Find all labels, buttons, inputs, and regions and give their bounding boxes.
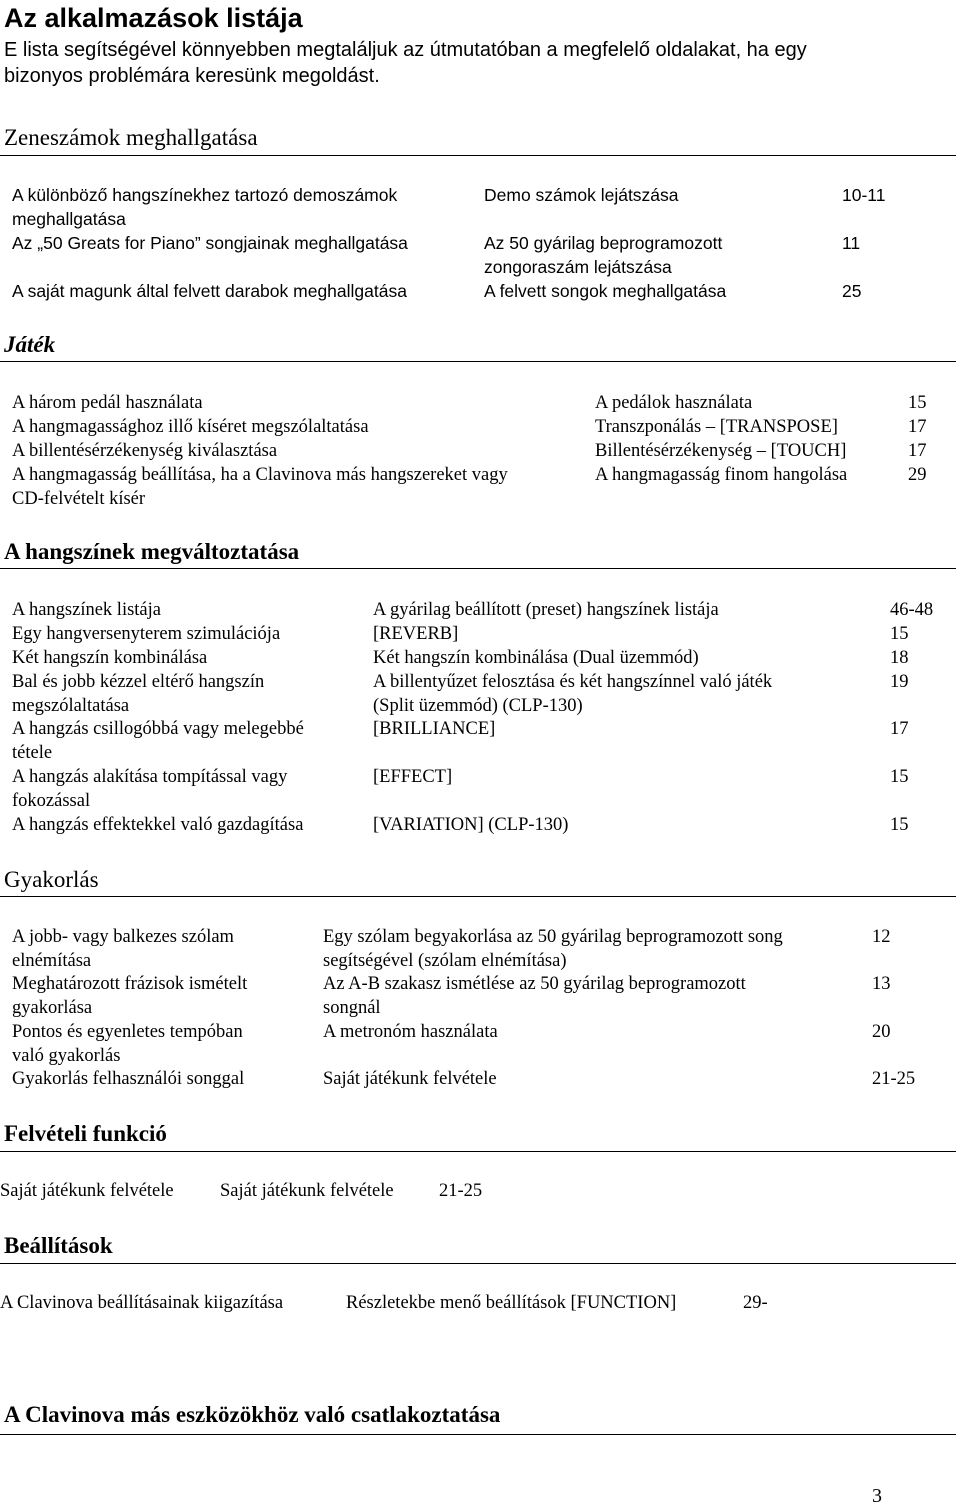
row-page: 15 [890,624,909,644]
row-application: A hangmagassághoz illő kíséret megszólaltatása [12,417,369,437]
row-application-cont: fokozással [12,791,91,811]
section-divider [0,568,956,569]
row-application: Meghatározott frázisok ismételt [12,974,248,994]
row-page: 13 [872,974,891,994]
row-application: A hangzás csillogóbbá vagy melegebbé [12,719,304,739]
row-application-cont: gyakorlása [12,998,93,1018]
row-page: 18 [890,648,909,668]
row-application: Saját játékunk felvétele [0,1181,174,1201]
row-application: Bal és jobb kézzel eltérő hangszín [12,672,265,692]
row-application-cont: tétele [12,743,53,763]
row-application: Gyakorlás felhasználói songgal [12,1069,245,1089]
row-application: A hangszínek listája [12,600,161,620]
section-heading-beallitasok: Beállítások [4,1233,113,1258]
row-page: 11 [842,233,861,253]
section-heading-felvetel: Felvételi funkció [4,1121,167,1146]
row-function: Saját játékunk felvétele [323,1069,497,1089]
row-function: [BRILLIANCE] [373,719,496,739]
section-divider [0,896,956,897]
page-title: Az alkalmazások listája [4,3,303,33]
row-function: A pedálok használata [595,393,753,413]
row-function: A hangmagasság finom hangolása [595,465,848,485]
row-page: 15 [908,393,927,413]
row-function: A billentyűzet felosztása és két hangszínnel való játék [373,672,773,692]
row-application: A saját magunk által felvett darabok meghallgatása [12,281,407,301]
section-heading-zene: Zeneszámok meghallgatása [4,125,258,150]
section-heading-csatlakozas: A Clavinova más eszközökhöz való csatlakoztatása [4,1402,501,1427]
intro-text-line2: bizonyos problémára keresünk megoldást. [4,65,380,87]
row-page: 21-25 [872,1069,916,1089]
row-page: 15 [890,767,909,787]
intro-text-line1: E lista segítségével könnyebben megtaláljuk az útmutatóban a megfelelő oldalakat, ha egy [4,39,807,61]
row-function: Két hangszín kombinálása (Dual üzemmód) [373,648,699,668]
row-page: 29- [743,1293,768,1313]
row-function-cont: songnál [323,998,381,1018]
section-heading-hangszin: A hangszínek megváltoztatása [4,539,300,564]
row-function-cont: (Split üzemmód) (CLP-130) [373,696,583,716]
row-function: Az A-B szakasz ismétlése az 50 gyárilag beprogramozott [323,974,746,994]
row-function: Az 50 gyárilag beprogramozott [484,233,723,253]
row-application: A különböző hangszínekhez tartozó demoszámok [12,185,398,205]
row-application: A hangzás alakítása tompítással vagy [12,767,288,787]
row-application: A három pedál használata [12,393,203,413]
row-application: Az „50 Greats for Piano” songjainak meghallgatása [12,233,408,253]
section-divider [0,1263,956,1264]
row-function: Billentésérzékenység – [TOUCH] [595,441,847,461]
row-page: 20 [872,1022,891,1042]
row-application: A billentésérzékenység kiválasztása [12,441,278,461]
section-heading-gyakorlas: Gyakorlás [4,867,99,892]
row-function: [EFFECT] [373,767,453,787]
row-page: 25 [842,281,862,301]
row-function-cont: zongoraszám lejátszása [484,257,672,277]
row-page: 46-48 [890,600,934,620]
section-divider [0,1151,956,1152]
row-function: [VARIATION] (CLP-130) [373,815,569,835]
row-page: 15 [890,815,909,835]
row-function: Saját játékunk felvétele [220,1181,394,1201]
row-page: 10-11 [842,185,886,205]
row-page: 17 [908,441,927,461]
row-function: A felvett songok meghallgatása [484,281,727,301]
row-page: 19 [890,672,909,692]
row-application: A hangmagasság beállítása, ha a Clavinova más hangszereket vagy [12,465,508,485]
section-heading-jatek: Játék [4,332,56,357]
page-number: 3 [872,1485,882,1507]
row-application-cont: elnémítása [12,951,92,971]
row-function-cont: segítségével (szólam elnémítása) [323,951,567,971]
section-divider [0,155,956,156]
row-application-cont: való gyakorlás [12,1046,121,1066]
section-divider [0,1434,956,1435]
row-function: A metronóm használata [323,1022,498,1042]
row-function: [REVERB] [373,624,459,644]
row-application: Két hangszín kombinálása [12,648,208,668]
row-page: 17 [890,719,909,739]
row-page: 29 [908,465,927,485]
row-application: A hangzás effektekkel való gazdagítása [12,815,304,835]
row-application: Pontos és egyenletes tempóban [12,1022,243,1042]
row-function: A gyárilag beállított (preset) hangszínek listája [373,600,719,620]
row-application-cont: CD-felvételt kísér [12,489,146,509]
section-divider [0,361,956,362]
row-page: 17 [908,417,927,437]
row-application-cont: meghallgatása [12,209,126,229]
row-function: Egy szólam begyakorlása az 50 gyárilag beprogramozott song [323,927,783,947]
row-page: 12 [872,927,891,947]
row-application: Egy hangversenyterem szimulációja [12,624,281,644]
row-function: Transzponálás – [TRANSPOSE] [595,417,838,437]
row-function: Demo számok lejátszása [484,185,679,205]
row-application: A Clavinova beállításainak kiigazítása [0,1293,284,1313]
row-application-cont: megszólaltatása [12,696,130,716]
row-function: Részletekbe menő beállítások [FUNCTION] [346,1293,677,1313]
row-page: 21-25 [439,1181,483,1201]
row-application: A jobb- vagy balkezes szólam [12,927,234,947]
